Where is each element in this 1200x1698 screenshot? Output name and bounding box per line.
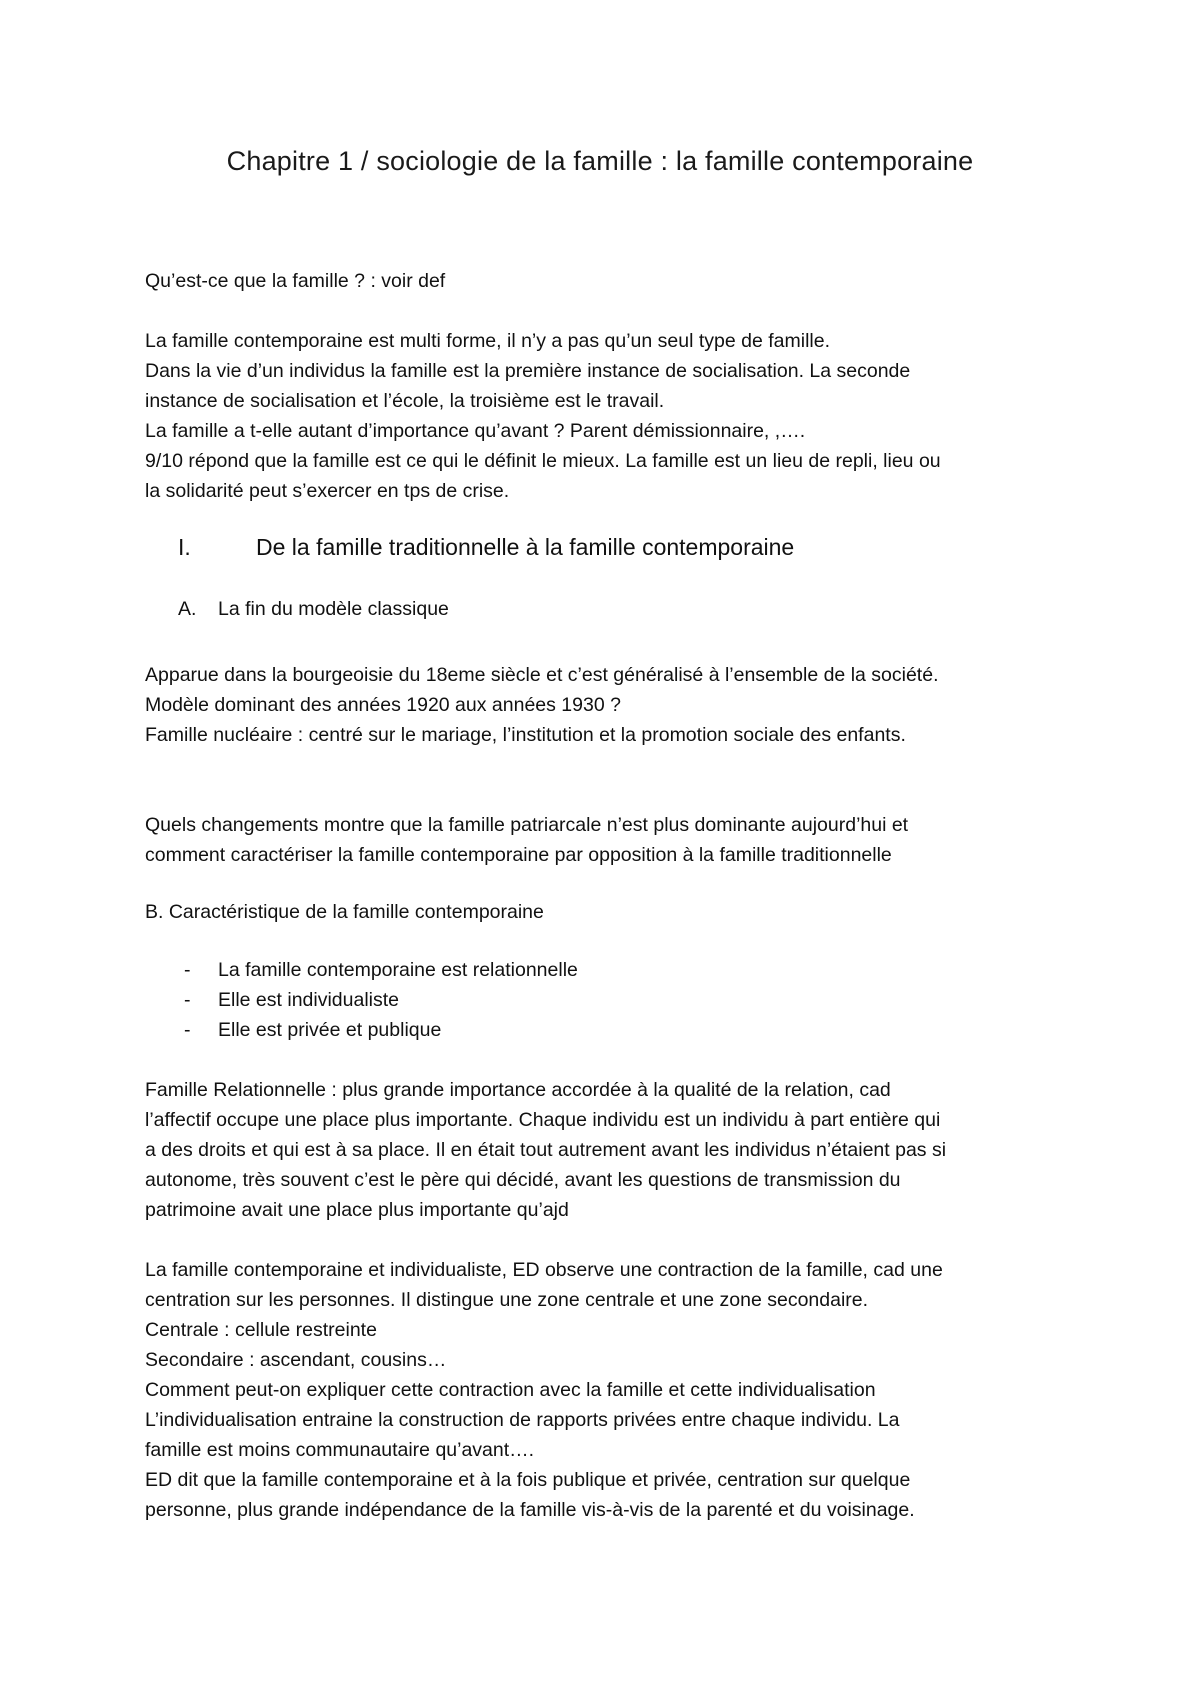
- paragraph-line: centration sur les personnes. Il distingue une zone centrale et une zone secondaire.: [145, 1289, 869, 1311]
- paragraph-line: La famille contemporaine est multi forme, il n’y a pas qu’un seul type de famille.: [145, 330, 831, 352]
- bullet-list: [184, 955, 578, 1045]
- list-item: [184, 985, 578, 1015]
- paragraph-line: Quels changements montre que la famille patriarcale n’est plus dominante aujourd’hui et: [145, 814, 909, 836]
- bullet-dash: -: [184, 989, 191, 1011]
- subsection-number: A.: [178, 598, 197, 620]
- paragraph-line: Famille nucléaire : centré sur le mariage, l’institution et la promotion sociale des enfants.: [145, 724, 906, 746]
- paragraph-line: La famille a t-elle autant d’importance qu’avant ? Parent démissionnaire, ,….: [145, 420, 806, 442]
- subsection-label: B. Caractéristique de la famille contemporaine: [145, 901, 544, 923]
- intro-question-block: [145, 266, 1085, 296]
- page-title: Chapitre 1 / sociologie de la famille : la famille contemporaine: [226, 146, 974, 176]
- subsection-heading-b: [145, 897, 1085, 927]
- paragraph-line: Dans la vie d’un individus la famille est la première instance de socialisation. La seconde: [145, 360, 911, 382]
- paragraph-line: Apparue dans la bourgeoisie du 18eme siècle et c’est généralisé à l’ensemble de la société.: [145, 664, 939, 686]
- subsection-label: La fin du modèle classique: [218, 598, 449, 620]
- list-item: [184, 955, 578, 985]
- list-item-label: Elle est individualiste: [218, 989, 400, 1011]
- paragraph-line: Modèle dominant des années 1920 aux années 1930 ?: [145, 694, 621, 716]
- paragraph-line: personne, plus grande indépendance de la famille vis-à-vis de la parenté et du voisinage.: [145, 1499, 915, 1521]
- section-heading-1: [178, 534, 794, 561]
- section-number: I.: [178, 534, 191, 560]
- paragraph-4: [145, 1075, 1085, 1225]
- paragraph-1: [145, 326, 1085, 506]
- paragraph-line: famille est moins communautaire qu’avant….: [145, 1439, 535, 1461]
- bullet-dash: -: [184, 1019, 191, 1041]
- paragraph-line: autonome, très souvent c’est le père qui décidé, avant les questions de transmission du: [145, 1169, 901, 1191]
- paragraph-line: la solidarité peut s’exercer en tps de crise.: [145, 480, 510, 502]
- paragraph-2: [145, 660, 1085, 750]
- paragraph-line: l’affectif occupe une place plus importante. Chaque individu est un individu à part entière qui: [145, 1109, 941, 1131]
- paragraph-line: Famille Relationnelle : plus grande importance accordée à la qualité de la relation, cad: [145, 1079, 891, 1101]
- paragraph-3: [145, 810, 1085, 870]
- paragraph-line: comment caractériser la famille contemporaine par opposition à la famille traditionnelle: [145, 844, 892, 866]
- intro-question: Qu’est-ce que la famille ? : voir def: [145, 270, 446, 292]
- paragraph-line: L’individualisation entraine la construction de rapports privées entre chaque individu. La: [145, 1409, 900, 1431]
- paragraph-line: La famille contemporaine et individualiste, ED observe une contraction de la famille, cad une: [145, 1259, 943, 1281]
- paragraph-line: a des droits et qui est à sa place. Il en était tout autrement avant les individus n’étaient pas si: [145, 1139, 947, 1161]
- paragraph-5: [145, 1255, 1085, 1525]
- paragraph-line: Centrale : cellule restreinte: [145, 1319, 377, 1341]
- bullet-dash: -: [184, 959, 191, 981]
- paragraph-line: 9/10 répond que la famille est ce qui le définit le mieux. La famille est un lieu de repli, lieu ou: [145, 450, 941, 472]
- list-item-label: Elle est privée et publique: [218, 1019, 442, 1041]
- list-item-label: La famille contemporaine est relationnelle: [218, 959, 578, 981]
- list-item: [184, 1015, 578, 1045]
- paragraph-line: ED dit que la famille contemporaine et à la fois publique et privée, centration sur quelque: [145, 1469, 911, 1491]
- section-label: De la famille traditionnelle à la famille contemporaine: [256, 534, 795, 560]
- paragraph-line: instance de socialisation et l’école, la troisième est le travail.: [145, 390, 665, 412]
- paragraph-line: patrimoine avait une place plus importante qu’ajd: [145, 1199, 569, 1221]
- paragraph-line: Secondaire : ascendant, cousins…: [145, 1349, 447, 1371]
- subsection-heading-a: [178, 598, 449, 621]
- paragraph-line: Comment peut-on expliquer cette contraction avec la famille et cette individualisation: [145, 1379, 876, 1401]
